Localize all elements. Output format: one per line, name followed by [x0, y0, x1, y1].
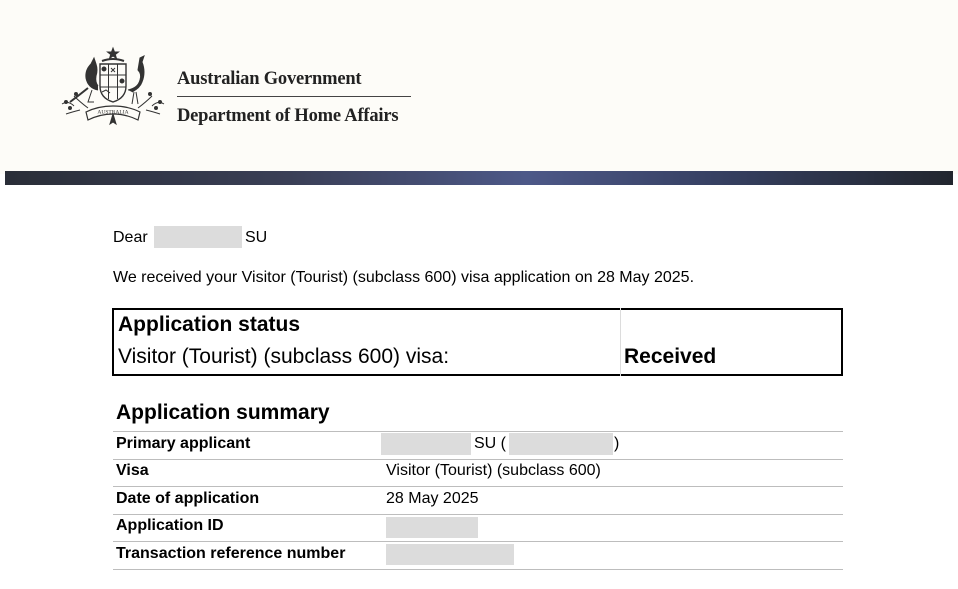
department-name: Department of Home Affairs [177, 106, 399, 126]
australian-coat-of-arms-icon [58, 44, 168, 128]
row-value-date-of-application: 28 May 2025 [386, 490, 479, 507]
row-label-visa: Visa [116, 462, 149, 479]
row-label-primary-applicant: Primary applicant [116, 435, 251, 452]
svg-text:AUSTRALIA: AUSTRALIA [97, 109, 129, 116]
redacted-application-id [386, 517, 478, 538]
status-column-divider [620, 308, 621, 376]
header-divider [177, 96, 411, 97]
intro-text: We received your Visitor (Tourist) (subclass 600) visa application on 28 May 2025. [113, 269, 695, 286]
government-name: Australian Government [177, 69, 362, 89]
redacted-applicant-identifier [509, 433, 613, 455]
table-rule [113, 569, 843, 570]
salutation: Dear [113, 229, 148, 246]
redacted-applicant-given-name [381, 433, 471, 455]
summary-heading: Application summary [116, 401, 330, 424]
recipient-surname: SU [245, 229, 268, 246]
row-label-transaction-reference: Transaction reference number [116, 545, 346, 562]
header-band [5, 171, 953, 185]
row-value-visa: Visitor (Tourist) (subclass 600) [386, 462, 601, 479]
redacted-given-name [154, 226, 242, 248]
status-value: Received [624, 345, 717, 368]
row-label-application-id: Application ID [116, 517, 224, 534]
primary-applicant-close-paren: ) [614, 435, 620, 452]
row-label-date-of-application: Date of application [116, 490, 260, 507]
status-heading: Application status [118, 313, 301, 336]
primary-applicant-surname: SU ( [474, 435, 506, 452]
table-rule [113, 486, 843, 487]
redacted-transaction-reference [386, 544, 514, 565]
table-rule [113, 514, 843, 515]
status-visa-label: Visitor (Tourist) (subclass 600) visa: [118, 345, 450, 368]
table-rule [113, 431, 843, 432]
table-rule [113, 459, 843, 460]
table-rule [113, 541, 843, 542]
